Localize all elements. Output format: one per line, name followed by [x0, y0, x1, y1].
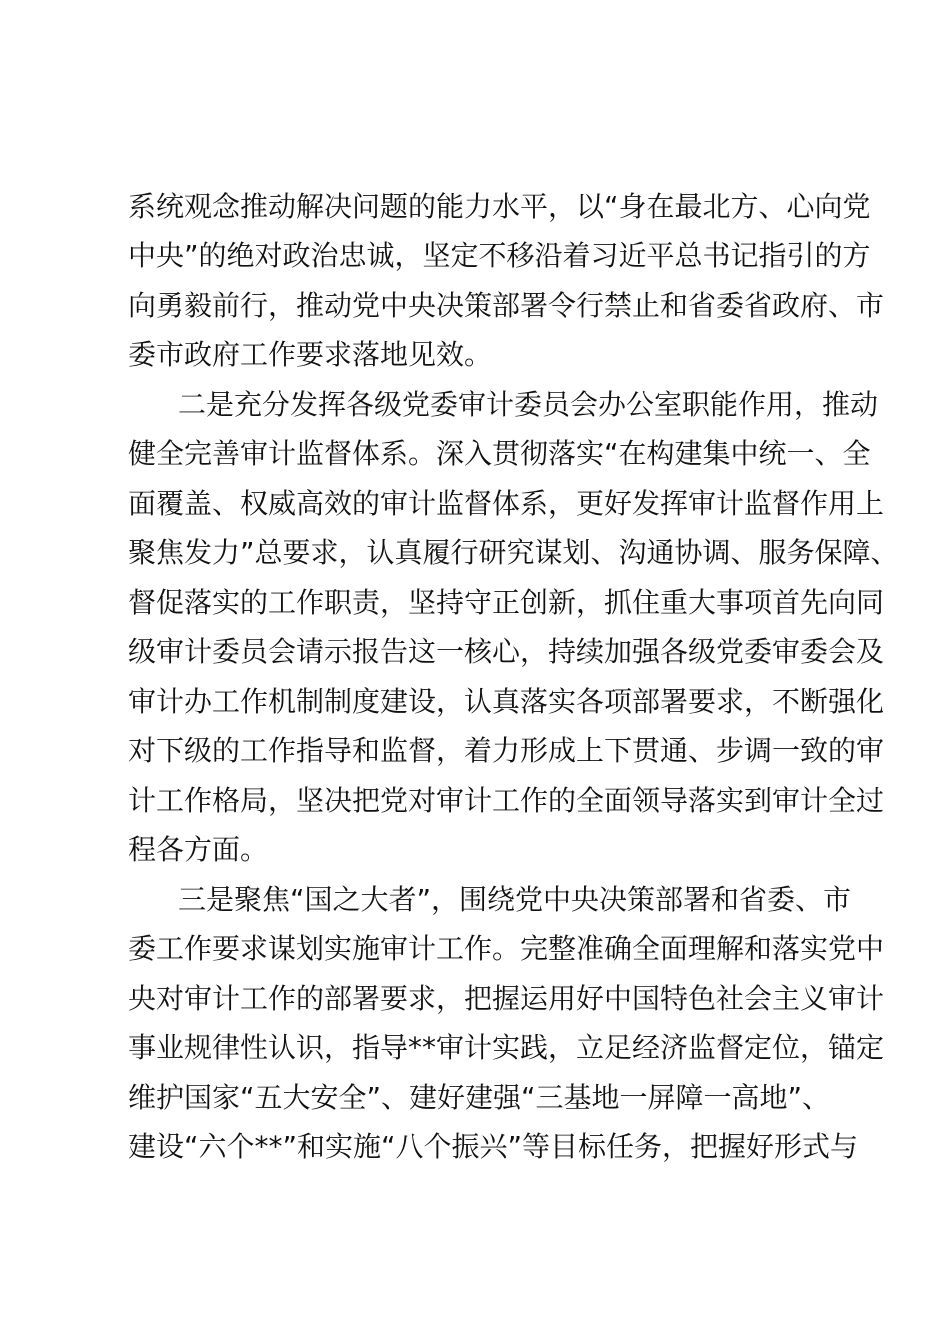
text-line: 对下级的工作指导和监督，着力形成上下贯通、步调一致的审	[128, 734, 885, 767]
text-line: 中央”的绝对政治忠诚，坚定不移沿着习近平总书记指引的方	[128, 239, 871, 272]
paragraph-start-line: 二是充分发挥各级党委审计委员会办公室职能作用，推动	[178, 388, 879, 421]
text-line: 事业规律性认识，指导**审计实践，立足经济监督定位，锚定	[128, 1031, 885, 1064]
text-line: 向勇毅前行，推动党中央决策部署令行禁止和省委省政府、市	[128, 289, 885, 322]
text-line: 督促落实的工作职责，坚持守正创新，抓住重大事项首先向同	[128, 586, 885, 619]
text-line: 程各方面。	[128, 833, 269, 866]
text-line: 央对审计工作的部署要求，把握运用好中国特色社会主义审计	[128, 982, 885, 1015]
text-line: 系统观念推动解决问题的能力水平，以“身在最北方、心向党	[128, 190, 871, 223]
text-line: 聚焦发力”总要求，认真履行研究谋划、沟通协调、服务保障、	[128, 536, 899, 569]
text-line: 委工作要求谋划实施审计工作。完整准确全面理解和落实党中	[128, 932, 885, 965]
text-line: 建设“六个**”和实施“八个振兴”等目标任务，把握好形式与	[128, 1130, 859, 1163]
text-line: 健全完善审计监督体系。深入贯彻落实“在构建集中统一、全	[128, 437, 871, 470]
text-line: 审计办工作机制制度建设，认真落实各项部署要求，不断强化	[128, 685, 885, 718]
text-line: 面覆盖、权威高效的审计监督体系，更好发挥审计监督作用上	[128, 487, 885, 520]
text-line: 维护国家“五大安全”、建好建强“三基地一屏障一高地”、	[128, 1081, 831, 1114]
paragraph-start-line: 三是聚焦“国之大者”，围绕党中央决策部署和省委、市	[178, 883, 852, 916]
text-line: 委市政府工作要求落地见效。	[128, 338, 493, 371]
text-line: 计工作格局，坚决把党对审计工作的全面领导落实到审计全过	[128, 784, 885, 817]
text-line: 级审计委员会请示报告这一核心，持续加强各级党委审委会及	[128, 635, 885, 668]
